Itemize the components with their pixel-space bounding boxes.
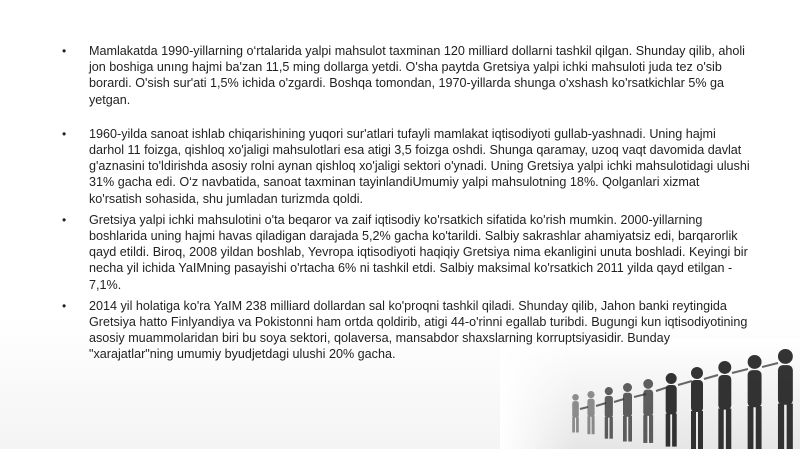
bullet-text: Mamlakatda 1990-yillarning o‘rtalarida yalpi mahsulot taxminan 120 milliard dollarni tashkil qilgan. Shunday qilib, aholi jon boshiga unıng hajmi ba'zan 11,5 ming dollarga yetdi. O'sha paytda Gretsiya yalpi ichki mahsuloti juda tez o'sib borardi. O'sish sur'ati 1,5% ichida o'zgardi. Boshqa tomondan, 1970-yillarda shunga o'xshash ko'rsatkichlar 5% ga yetgan. <box>89 44 745 107</box>
bullet-item-3 <box>62 212 752 293</box>
bullet-item-4 <box>62 298 752 363</box>
text-content <box>62 43 752 363</box>
bullet-marker: • <box>62 44 67 58</box>
bullet-text: Gretsiya yalpi ichki mahsulotini o'ta beqaror va zaif iqtisodiy ko'rsatkich sifatida ko'rish mumkin. 2000-yillarning boshlarida uning hajmi havas qiladigan darajada 5,2% gacha ko'tarildi. Salbiy sakrashlar ahamiyatsiz edi, barqarorlik qayd etildi. Biroq, 2008 yildan boshlab, Yevropa iqtisodiyoti haqiqiy Gretsiya nima ekanligini unuta boshladi. Keyingi bir necha yil ichida YaIMning pasayishi o'rtacha 6% ni tashkil etdi. Salbiy maksimal ko'rsatkich 2011 yilda qayd etilgan - 7,1%. <box>89 212 748 292</box>
bullet-marker: • <box>62 212 67 227</box>
bullet-marker: • <box>62 126 67 141</box>
bullet-text: 1960-yilda sanoat ishlab chiqarishining yuqori sur'atlari tufayli mamlakat iqtisodiyoti gullab-yashnadi. Uning hajmi darhol 11 foizga, qishloq xo'jaligi mahsulotlari esa atigi 3,5 foizga oshdi. Shunga qaramay, uzoq vaqt davomida davlat g'aznasini to'ldirishda asosiy rolni aynan qishloq xo'jaligi sektori o'ynadi. Uning Gretsiya yalpi ichki mahsulotidagi ulushi 31% gacha edi. O‘z navbatida, sanoat taxminan tayinlandiUmumiy yalpi mahsulotning 18%. Qolganlari xizmat ko'rsatish sohasida, shu jumladan turizmda qoldi. <box>89 126 750 206</box>
bullet-text: 2014 yil holatiga ko'ra YaIM 238 milliard dollardan sal ko'proqni tashkil qiladi. Shunday qilib, Jahon banki reytingida Gretsiya hatto Finlyandiya va Pokistonni ham ortda qoldirib, atigi 44-o'rinni egallab turibdi. Bugungi kun iqtisodiyotining asosiy muammolaridan biri bu soya sektori, qolaversa, mansabdor shaxslarning korruptsiyasidir. Bunday "xarajatlar"ning umumiy byudjetdagi ulushi 20% gacha. <box>89 298 748 362</box>
bullet-marker: • <box>62 298 67 313</box>
bullet-item-2 <box>62 126 752 207</box>
bullet-list <box>62 43 752 363</box>
bullet-item-1 <box>62 43 752 108</box>
